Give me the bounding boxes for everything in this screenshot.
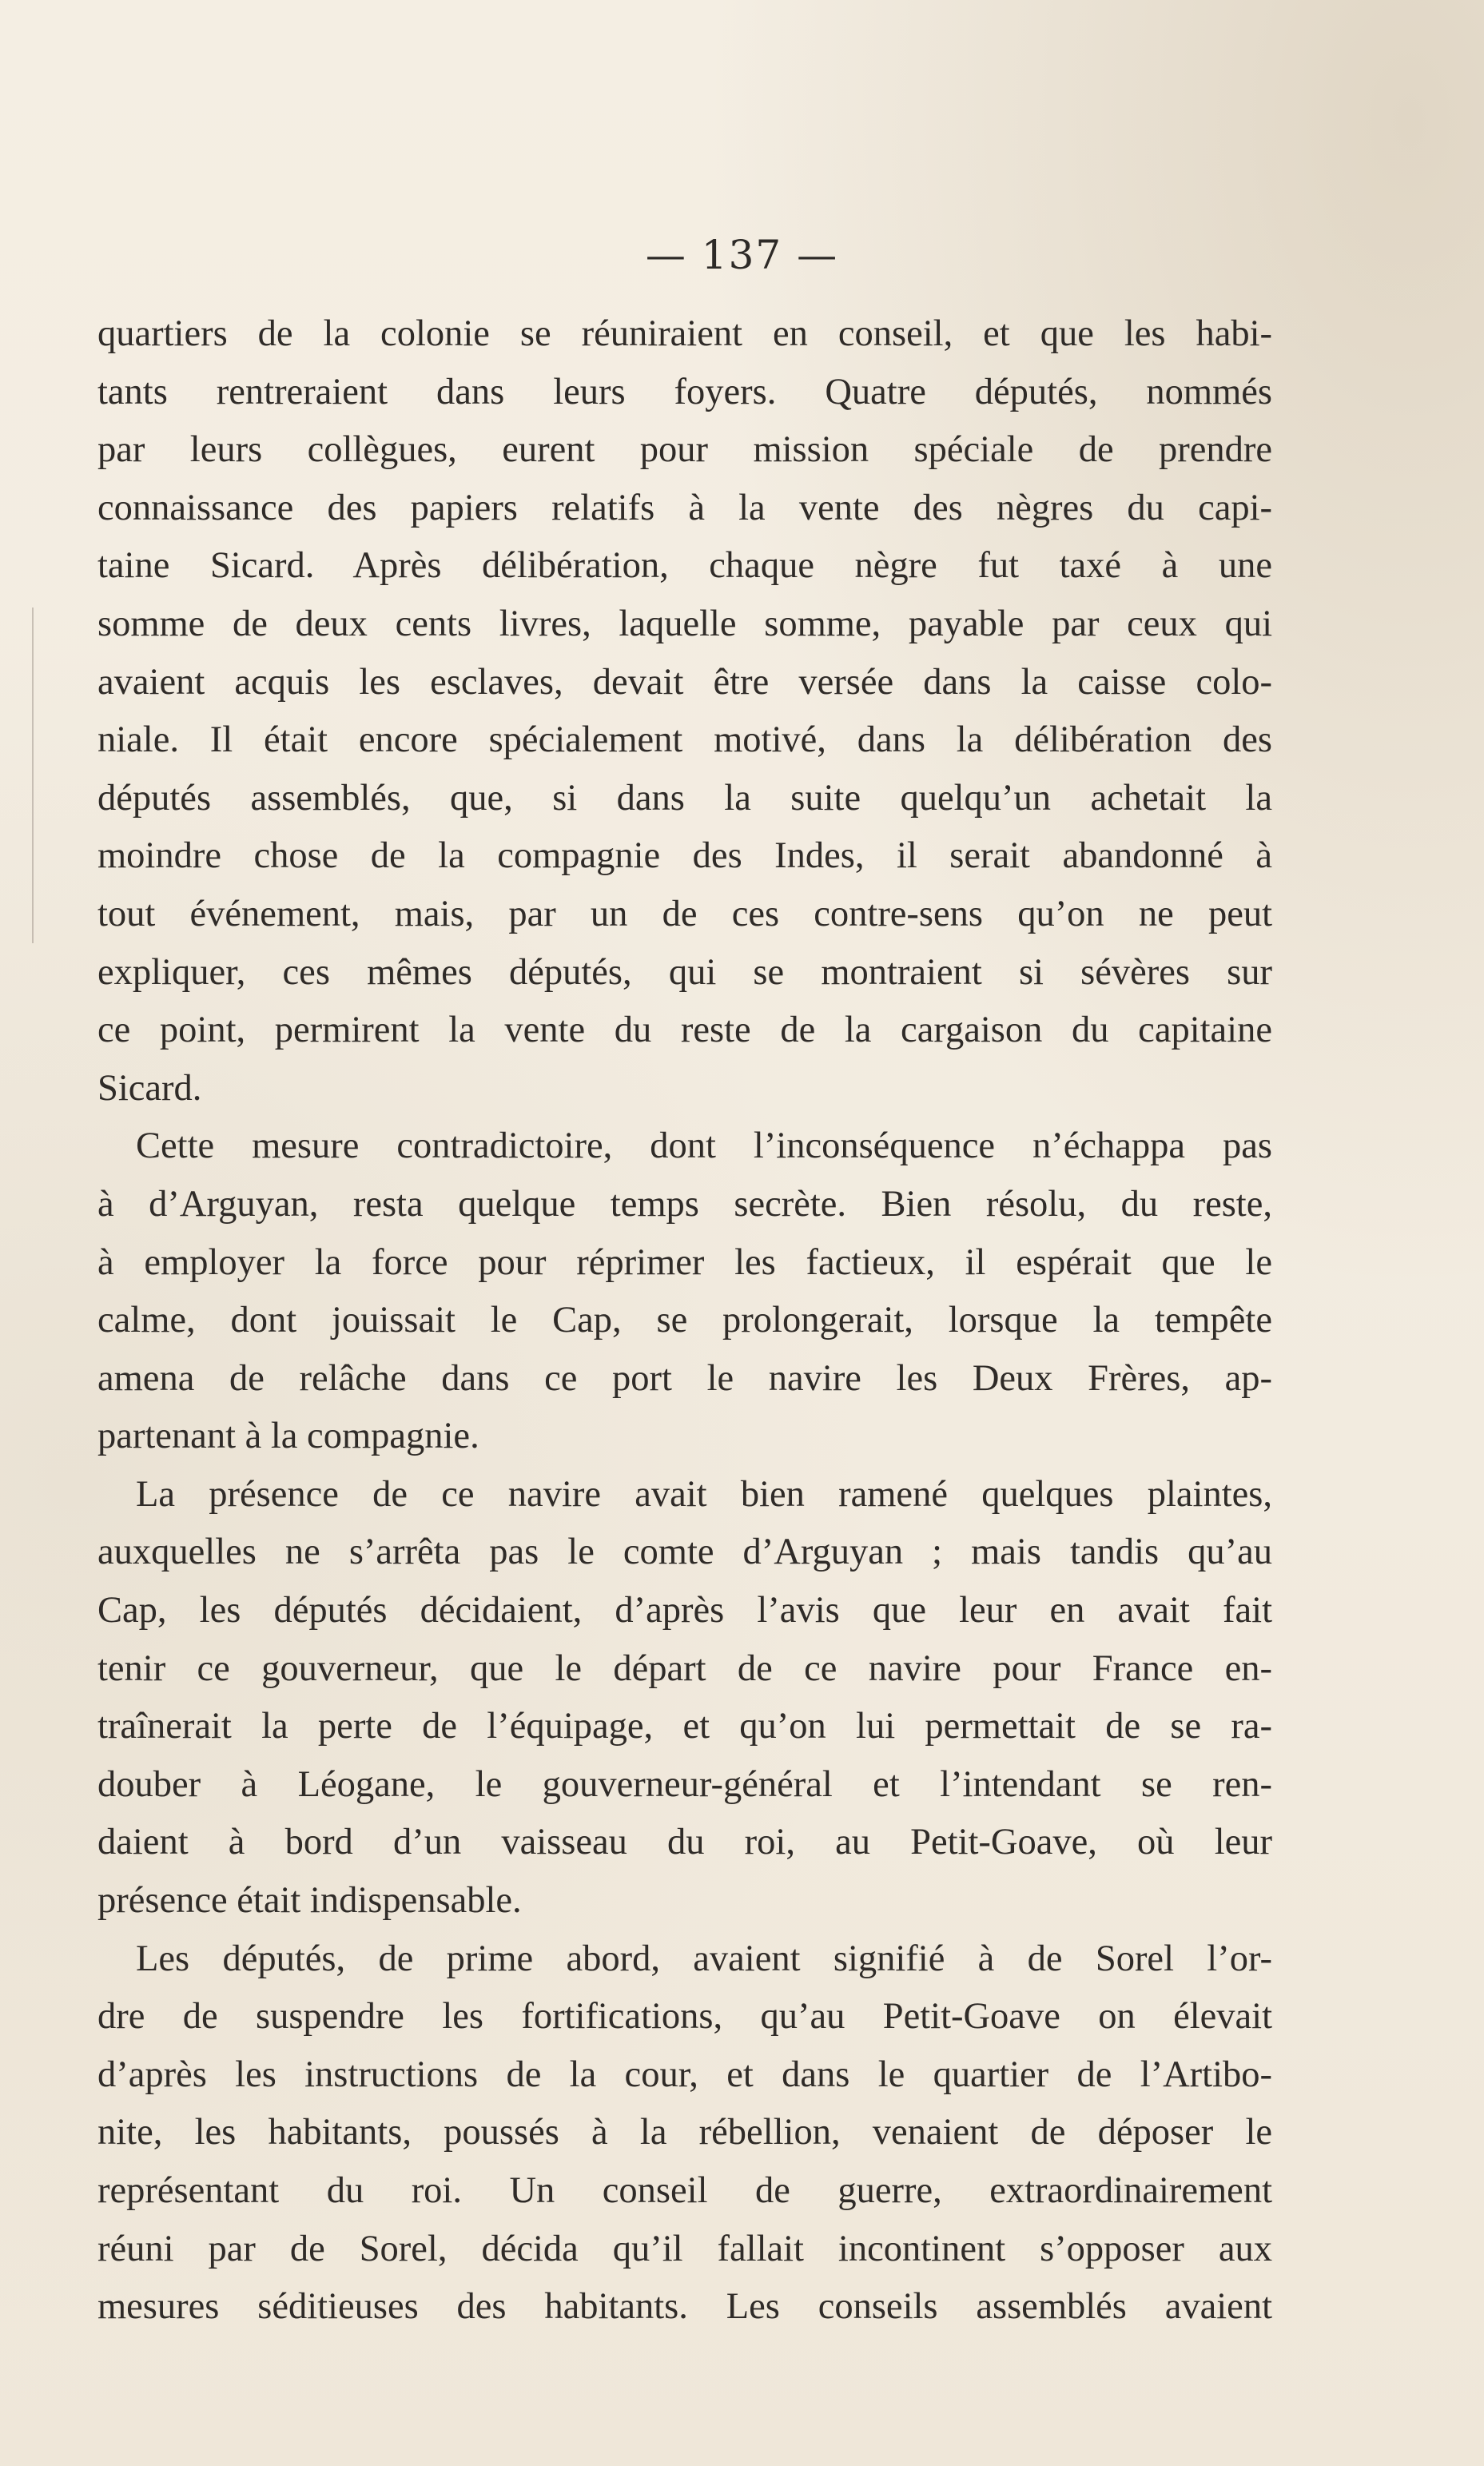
text-line: auxquelles ne s’arrêta pas le comte d’Arguyan ; mais tandis qu’au xyxy=(97,1532,1272,1573)
text-line: expliquer, ces mêmes députés, qui se montraient si sévères sur xyxy=(97,951,1272,993)
text-line: tants rentreraient dans leurs foyers. Quatre députés, nommés xyxy=(97,371,1272,412)
text-line: taine Sicard. Après délibération, chaque nègre fut taxé à une xyxy=(97,545,1272,587)
text-line: représentant du roi. Un conseil de guerre, extraordinairement xyxy=(97,2170,1272,2211)
text-line: somme de deux cents livres, laquelle somme, payable par ceux qui xyxy=(97,603,1272,644)
text-line: quartiers de la colonie se réuniraient en conseil, et que les habi- xyxy=(97,313,1272,354)
text-line: traînerait la perte de l’équipage, et qu’on lui permettait de se ra- xyxy=(97,1706,1272,1747)
text-line: d’après les instructions de la cour, et dans le quartier de l’Artibo- xyxy=(97,2054,1272,2095)
text-line: nite, les habitants, poussés à la rébellion, venaient de déposer le xyxy=(97,2112,1272,2153)
text-line: députés assemblés, que, si dans la suite quelqu’un achetait la xyxy=(97,777,1272,819)
text-line: daient à bord d’un vaisseau du roi, au Petit-Goave, où leur xyxy=(97,1822,1272,1863)
text-line: à employer la force pour réprimer les factieux, il espérait que le xyxy=(97,1241,1272,1283)
text-line: connaissance des papiers relatifs à la vente des nègres du capi- xyxy=(97,487,1272,528)
text-line: dre de suspendre les fortifications, qu’au Petit-Goave on élevait xyxy=(97,1996,1272,2038)
text-line: amena de relâche dans ce port le navire les Deux Frères, ap- xyxy=(97,1357,1272,1399)
text-line: La présence de ce navire avait bien ramené quelques plaintes, xyxy=(136,1473,1272,1515)
margin-mark xyxy=(32,608,34,943)
text-line: avaient acquis les esclaves, devait être versée dans la caisse colo- xyxy=(97,661,1272,703)
text-line: calme, dont jouissait le Cap, se prolongerait, lorsque la tempête xyxy=(97,1300,1272,1341)
text-line: Les députés, de prime abord, avaient signifié à de Sorel l’or- xyxy=(136,1938,1272,1979)
text-line: tenir ce gouverneur, que le départ de ce navire pour France en- xyxy=(97,1647,1272,1689)
text-line: partenant à la compagnie. xyxy=(97,1416,479,1457)
page-number: — 137 — xyxy=(645,232,839,278)
text-line: Sicard. xyxy=(97,1067,202,1109)
text-line: présence était indispensable. xyxy=(97,1880,522,1922)
text-line: Cap, les députés décidaient, d’après l’avis que leur en avait fait xyxy=(97,1590,1272,1631)
text-line: à d’Arguyan, resta quelque temps secrète. Bien résolu, du reste, xyxy=(97,1183,1272,1225)
body-text xyxy=(97,305,1272,2337)
text-line: réuni par de Sorel, décida qu’il fallait incontinent s’opposer aux xyxy=(97,2228,1272,2269)
text-line: Cette mesure contradictoire, dont l’inconséquence n’échappa pas xyxy=(136,1125,1272,1167)
text-line: par leurs collègues, eurent pour mission spéciale de prendre xyxy=(97,429,1272,471)
text-line: moindre chose de la compagnie des Indes, il serait abandonné à xyxy=(97,835,1272,877)
text-line: mesures séditieuses des habitants. Les conseils assemblés avaient xyxy=(97,2286,1272,2328)
text-line: ce point, permirent la vente du reste de la cargaison du capitaine xyxy=(97,1010,1272,1051)
text-line: douber à Léogane, le gouverneur-général et l’intendant se ren- xyxy=(97,1763,1272,1805)
text-line: tout événement, mais, par un de ces contre-sens qu’on ne peut xyxy=(97,893,1272,934)
text-line: niale. Il était encore spécialement motivé, dans la délibération des xyxy=(97,719,1272,761)
